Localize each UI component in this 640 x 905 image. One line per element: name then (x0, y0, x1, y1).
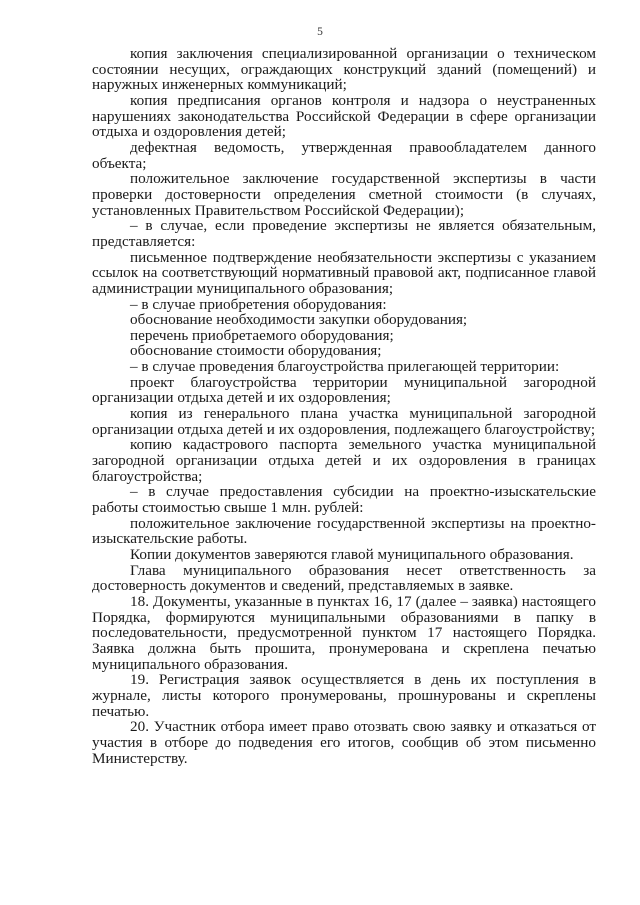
paragraph: 18. Документы, указанные в пунктах 16, 17 (далее – заявка) настоящего Порядка, формируются муниципальными образованиями в папку в последовательности, предусмотренной пунктом 17 настоящего Порядка. Заявка должна быть прошита, пронумерована и скреплена печатью муниципального образования. (92, 592, 596, 673)
paragraph: Глава муниципального образования несет ответственность за достоверность документов и сведений, представляемых в заявке. (92, 561, 596, 595)
paragraph: – в случае проведения благоустройства прилегающей территории: (130, 358, 560, 376)
paragraph: 20. Участник отбора имеет право отозвать свою заявку и отказаться от участия в отборе до подведения его итогов, сообщив об этом письменно Министерству. (92, 718, 596, 767)
paragraph: – в случае приобретения оборудования: (130, 295, 387, 313)
paragraph: копия заключения специализированной организации о техническом состоянии несущих, ограждающих конструкций зданий (помещений) и наружных инженерных коммуникаций; (92, 45, 596, 94)
document-body (92, 46, 596, 766)
paragraph: копия предписания органов контроля и надзора о неустраненных нарушениях законодательства Российской Федерации в сфере организации отдыха и оздоровления детей; (92, 91, 596, 141)
paragraph: проект благоустройства территории муниципальной загородной организации отдыха детей и их оздоровления; (92, 373, 596, 407)
paragraph: дефектная ведомость, утвержденная правообладателем данного объекта; (92, 138, 596, 172)
paragraph: обоснование стоимости оборудования; (130, 342, 382, 360)
paragraph: копия из генерального плана участка муниципальной загородной организации отдыха детей и их оздоровления, подлежащего благоустройству; (92, 405, 596, 438)
paragraph: перечень приобретаемого оборудования; (130, 326, 394, 344)
paragraph: обоснование необходимости закупки оборудования; (130, 311, 468, 329)
paragraph: – в случае предоставления субсидии на проектно-изыскательские работы стоимостью свыше 1 млн. рублей: (92, 483, 596, 517)
paragraph: Копии документов заверяются главой муниципального образования. (130, 546, 574, 563)
paragraph: 19. Регистрация заявок осуществляется в день их поступления в журнале, листы которого пронумерованы, прошнурованы и скреплены печатью. (92, 671, 596, 720)
page-number: 5 (317, 26, 323, 38)
paragraph: положительное заключение государственной экспертизы в части проверки достоверности определения сметной стоимости (в случаях, установленных Правительством Российской Федерации); (92, 170, 596, 219)
paragraph: копию кадастрового паспорта земельного участка муниципальной загородной организации отдыха детей и их оздоровления в границах благоустройства; (92, 436, 596, 485)
paragraph: – в случае, если проведение экспертизы не является обязательным, представляется: (92, 217, 596, 250)
paragraph: положительное заключение государственной экспертизы на проектно-изыскательские работы. (92, 514, 596, 548)
paragraph: письменное подтверждение необязательности экспертизы с указанием ссылок на соответствующий нормативный правовой акт, подписанное главой администрации муниципального образования; (92, 248, 596, 297)
